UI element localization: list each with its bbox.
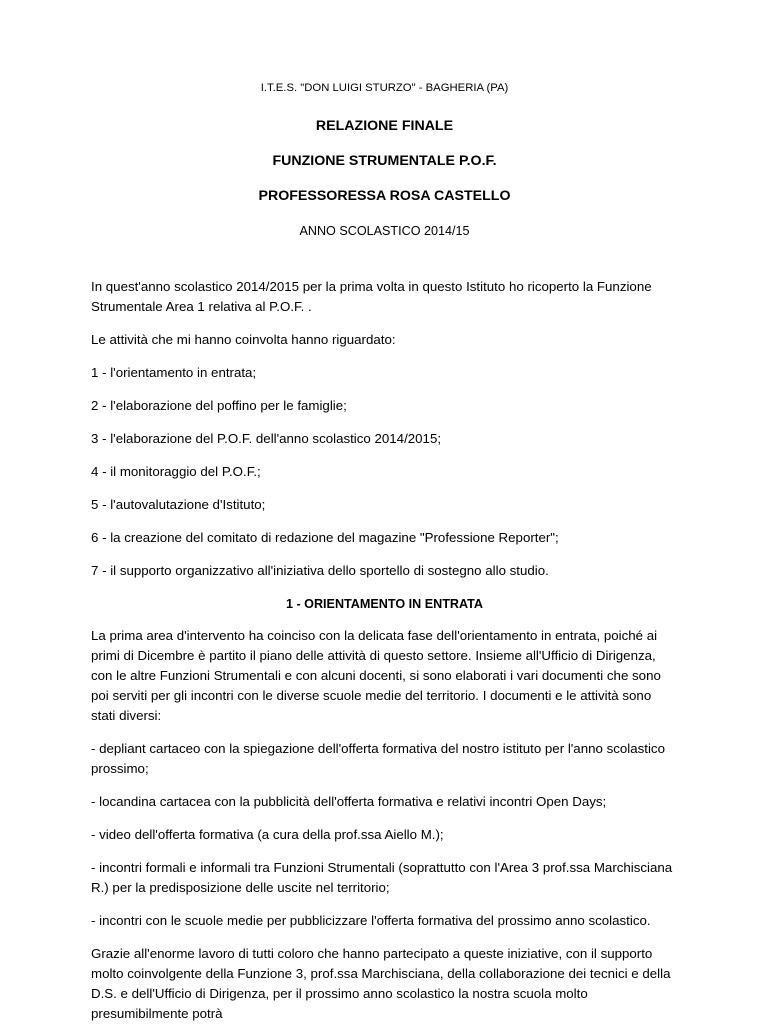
report-title: RELAZIONE FINALE: [315, 118, 454, 134]
section-item: - locandina cartacea con la pubblicità dell'offerta formativa e relativi incontri Open Days;: [91, 794, 607, 809]
activities-intro: Le attività che mi hanno coinvolta hanno riguardato:: [91, 332, 396, 347]
school-year: ANNO SCOLASTICO 2014/15: [299, 224, 470, 238]
intro-paragraph: In quest'anno scolastico 2014/2015 per la prima volta in questo Istituto ho ricoperto la Funzione Strumentale Area 1 relativa al P.O.F. .: [91, 279, 652, 314]
activity-item: 2 - l'elaborazione del poffino per le famiglie;: [91, 398, 347, 413]
activity-item: 6 - la creazione del comitato di redazione del magazine "Professione Reporter";: [91, 530, 559, 545]
activity-item: 5 - l'autovalutazione d'Istituto;: [91, 497, 266, 512]
school-name: I.T.E.S. "DON LUIGI STURZO" - BAGHERIA (PA): [260, 82, 509, 94]
activity-item: 1 - l'orientamento in entrata;: [91, 365, 257, 380]
section-closing: Grazie all'enorme lavoro di tutti coloro che hanno partecipato a queste iniziative, con il supporto molto coinvolgente della Funzione 3, prof.ssa Marchisciana, della collaborazione dei tecnici e della D.S. e dell'Ufficio di Dirigenza, per il prossimo anno scolastico la nostra scuola molto presumibilmente potrà: [91, 946, 671, 1021]
activity-item: 7 - il supporto organizzativo all'iniziativa dello sportello di sostegno allo studio.: [91, 563, 549, 578]
section-item: - incontri con le scuole medie per pubblicizzare l'offerta formativa del prossimo anno scolastico.: [91, 913, 651, 928]
activity-item: 4 - il monitoraggio del P.O.F.;: [91, 464, 261, 479]
section-item: - video dell'offerta formativa (a cura della prof.ssa Aiello M.);: [91, 827, 444, 842]
activity-item: 3 - l'elaborazione del P.O.F. dell'anno scolastico 2014/2015;: [91, 431, 442, 446]
author-title: PROFESSORESSA ROSA CASTELLO: [258, 188, 511, 204]
section-item: - depliant cartaceo con la spiegazione dell'offerta formativa del nostro istituto per l'anno scolastico prossimo;: [91, 741, 665, 776]
section-item: - incontri formali e informali tra Funzioni Strumentali (soprattutto con l'Area 3 prof.ssa Marchisciana R.) per la predisposizione delle uscite nel territorio;: [91, 860, 673, 895]
section-heading: 1 - ORIENTAMENTO IN ENTRATA: [285, 597, 484, 611]
function-title: FUNZIONE STRUMENTALE P.O.F.: [272, 153, 497, 169]
section-paragraph: La prima area d'intervento ha coinciso con la delicata fase dell'orientamento in entrata, poiché ai primi di Dicembre è partito il piano delle attività di questo settore. Insieme all'Ufficio di Dirigenza, con le altre Funzioni Strumentali e con alcuni docenti, si sono elaborati i vari documenti che sono poi serviti per gli incontri con le diverse scuole medie del territorio. I documenti e le attività sono stati diversi:: [91, 628, 661, 723]
